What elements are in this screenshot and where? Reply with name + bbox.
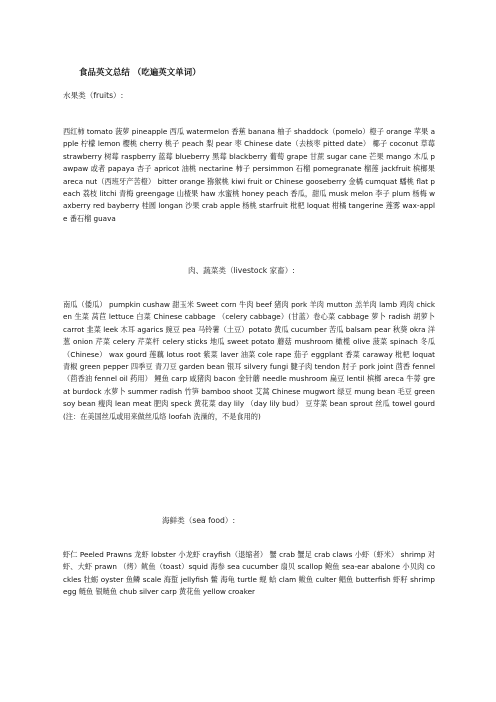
section-text-seafood: 虾仁 Peeled Prawns 龙虾 lobster 小龙虾 crayfish（退缩者） 蟹 crab 蟹足 crab claws 小虾（虾米） shrimp 对虾、大虾 prawn （烤）鱿鱼（toast）squid 海参 sea cucumber 扇贝 scallop 鲍鱼 sea-ear abalone 小贝肉 cockles 牡蛎 oyster 鱼鳞 scale 海蜇 jellyfish 鳖 海龟 turtle 蚬 蛤 clam 鲅鱼 culter 鲳鱼 butterfish 虾籽 shrimp egg 鲢鱼 银鲢鱼 chub silver carp 黄花鱼 yellow croaker (63, 550, 435, 597)
section-heading-meat-vegetables: 肉、蔬菜类（livestock 家畜）: (188, 266, 295, 275)
document-title: 食品英文总结 （吃遍英文单词） (79, 67, 201, 77)
section-heading-fruits: 水果类（fruits）: (63, 91, 124, 100)
section-heading-seafood: 海鲜类（sea food）: (162, 516, 236, 525)
section-text-fruits: 西红柿 tomato 菠萝 pineapple 西瓜 watermelon 香蕉 banana 柚子 shaddock（pomelo）橙子 orange 苹果 apple 柠檬 lemon 樱桃 cherry 桃子 peach 梨 pear 枣 Chinese date（去核枣 pitted date） 椰子 coconut 草莓 strawberry 树莓 raspberry 蓝莓 blueberry 黑莓 blackberry 葡萄 grape 甘蔗 sugar cane 芒果 mango 木瓜 pawpaw 或者 papaya 杏子 apricot 油桃 nectarine 柿子 persimmon 石榴 pomegranate 榴莲 jackfruit 槟榔果 areca nut（西班牙产苦橙） bitter orange 猕猴桃 kiwi fruit or Chinese gooseberry 金橘 cumquat 蟠桃 flat peach 荔枝 litchi 青梅 greengage 山楂果 haw 水蜜桃 honey peach 香瓜，甜瓜 musk melon 李子 plum 杨梅 waxberry red bayberry 桂圆 longan 沙果 crab apple 杨桃 starfruit 枇杷 loquat 柑橘 tangerine 莲雾 wax-apple 番石榴 guava (63, 127, 435, 223)
section-text-meat-vegetables: 南瓜（倭瓜） pumpkin cushaw 甜玉米 Sweet corn 牛肉 beef 猪肉 pork 羊肉 mutton 羔羊肉 lamb 鸡肉 chicken 生菜 莴苣 lettuce 白菜 Chinese cabbage （celery cabbage）(甘蓝）卷心菜 cabbage 萝卜 radish 胡萝卜 carrot 韭菜 leek 木耳 agarics 豌豆 pea 马铃薯（土豆）potato 黄瓜 cucumber 苦瓜 balsam pear 秋葵 okra 洋葱 onion 芹菜 celery 芹菜杆 celery sticks 地瓜 sweet potato 蘑菇 mushroom 橄榄 olive 菠菜 spinach 冬瓜 （Chinese） wax gourd 莲藕 lotus root 紫菜 laver 油菜 cole rape 茄子 eggplant 香菜 caraway 枇杷 loquat 青椒 green pepper 四季豆 青刀豆 garden bean 银耳 silvery fungi 腱子肉 tendon 肘子 pork joint 茴香 fennel（茴香油 fennel oil 药用） 鲤鱼 carp 咸猪肉 bacon 金针蘑 needle mushroom 扁豆 lentil 槟榔 areca 牛蒡 great burdock 水萝卜 summer radish 竹笋 bamboo shoot 艾蒿 Chinese mugwort 绿豆 mung bean 毛豆 green soy bean 瘦肉 lean meat 肥肉 speck 黄花菜 day lily （day lily bud） 豆芽菜 bean sprout 丝瓜 towel gourd (注：在美国丝瓜或用来做丝瓜络 loofah 洗澡的，不是食用的) (63, 300, 435, 421)
